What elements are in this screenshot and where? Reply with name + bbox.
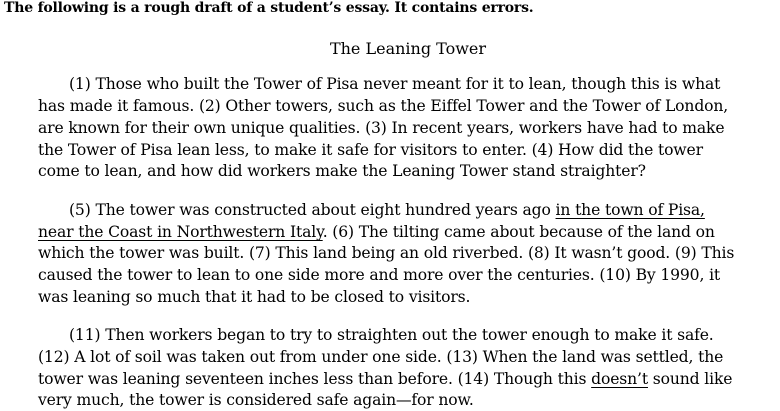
essay-line — [38, 346, 723, 368]
essay-text: (5) The tower was constructed about eight hundred years ago — [69, 201, 556, 219]
essay-line — [38, 117, 724, 139]
essay-line — [69, 73, 720, 95]
essay-text: the Tower of Pisa lean less, to make it safe for visitors to enter. (4) How did the tower — [38, 141, 703, 159]
essay-title: The Leaning Tower — [329, 39, 487, 58]
essay-line — [38, 242, 734, 264]
essay-line — [38, 389, 474, 411]
essay-line — [38, 95, 728, 117]
essay-text: has made it famous. (2) Other towers, such as the Eiffel Tower and the Tower of London, — [38, 97, 729, 115]
essay-text: (12) A lot of soil was taken out from under one side. (13) When the land was settled, the — [38, 348, 724, 366]
essay-line — [69, 199, 705, 221]
essay-line — [38, 286, 470, 308]
essay-line — [38, 368, 732, 390]
essay-line — [38, 221, 715, 243]
essay-text: sound like — [647, 370, 733, 388]
essay-text: (1) Those who built the Tower of Pisa never meant for it to lean, though this is what — [69, 75, 721, 93]
essay-text: was leaning so much that it had to be closed to visitors. — [38, 288, 471, 306]
essay-text: caused the tower to lean to one side more and more over the centuries. (10) By 1990, it — [38, 266, 721, 284]
instructions-header: The following is a rough draft of a student’s essay. It contains errors. — [4, 0, 534, 16]
essay-line — [38, 160, 646, 182]
underlined-word: doesn’t — [591, 370, 648, 388]
underlined-phrase: near the Coast in Northwestern Italy — [38, 223, 323, 241]
essay-text: come to lean, and how did workers make the Leaning Tower stand straighter? — [38, 162, 646, 180]
underlined-phrase: in the town of Pisa, — [555, 201, 705, 219]
essay-text: tower was leaning seventeen inches less than before. (14) Though this — [38, 370, 592, 388]
essay-text: (11) Then workers began to try to straighten out the tower enough to make it safe. — [69, 326, 714, 344]
essay-text: are known for their own unique qualities. (3) In recent years, workers have had to make — [38, 119, 725, 137]
essay-text: very much, the tower is considered safe again—for now. — [38, 391, 474, 409]
essay-line — [69, 324, 714, 346]
essay-line — [38, 264, 720, 286]
essay-text: . (6) The tilting came about because of the land on — [322, 223, 715, 241]
essay-line — [38, 139, 703, 161]
essay-text: which the tower was built. (7) This land being an old riverbed. (8) It wasn’t good. (9) This — [38, 244, 735, 262]
